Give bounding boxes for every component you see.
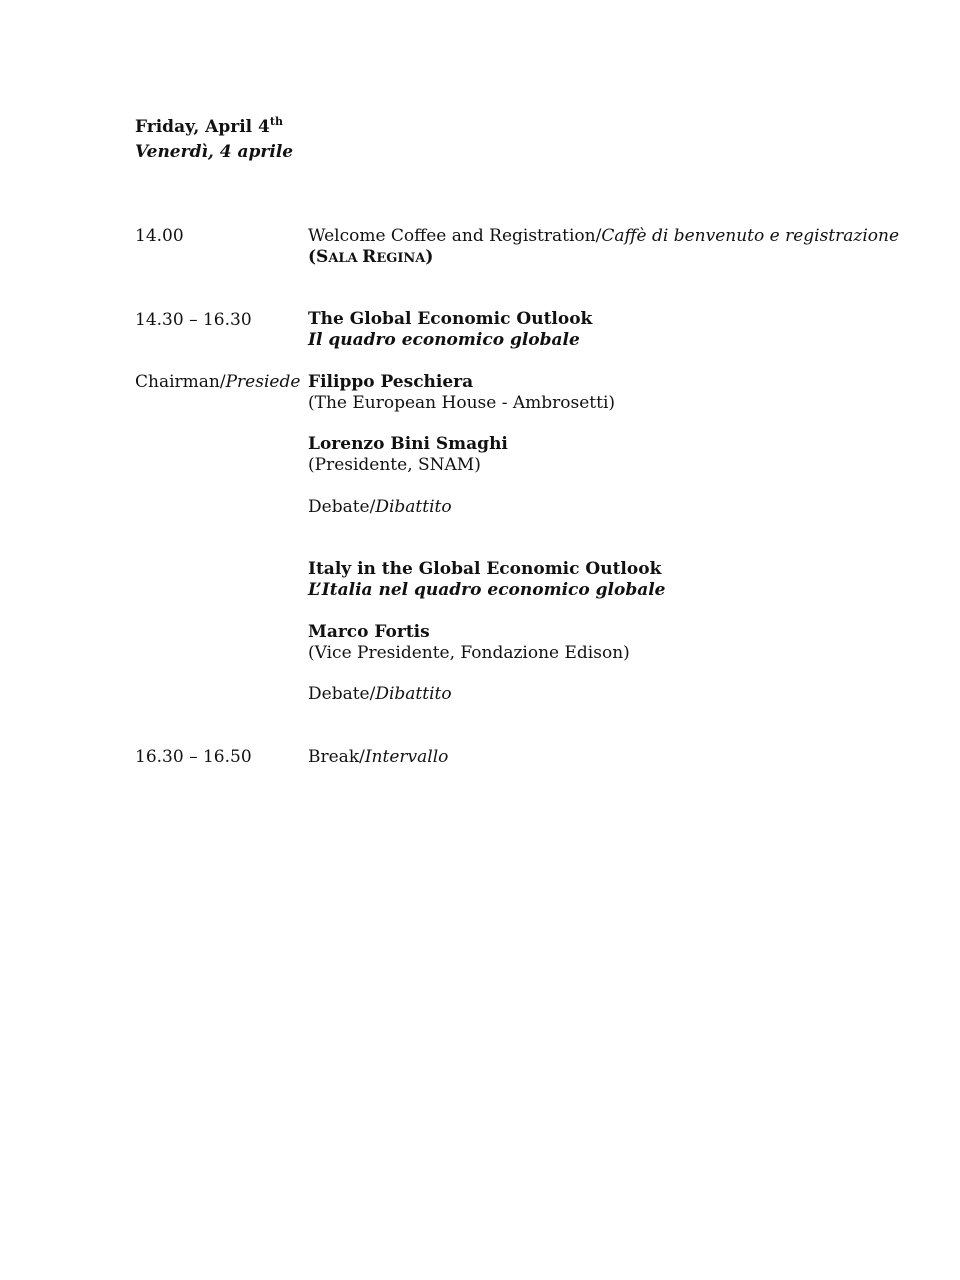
- session2-title-english: Italy in the Global Economic Outlook: [308, 559, 662, 579]
- session1-title-italian: Il quadro economico globale: [308, 330, 580, 350]
- session1-debate-english: Debate/: [308, 497, 376, 517]
- session1-title-english: The Global Economic Outlook: [308, 309, 593, 329]
- day-heading-ordinal-suffix: th: [269, 115, 283, 128]
- welcome-room-initial-s: S: [316, 247, 329, 267]
- session2-speaker-name: Marco Fortis: [308, 622, 430, 642]
- welcome-title: [308, 226, 899, 247]
- chairman-label-italian: Presiede: [225, 372, 301, 392]
- session2-debate: [308, 684, 452, 705]
- welcome-title-italian: Caffè di benvenuto e registrazione: [601, 226, 900, 246]
- chairman-name: Filippo Peschiera: [308, 372, 474, 392]
- break-label-italian: Intervallo: [364, 747, 449, 767]
- speaker-name: Lorenzo Bini Smaghi: [308, 434, 508, 454]
- welcome-room-open-paren: (: [308, 247, 317, 267]
- chairman-affiliation: (The European House - Ambrosetti): [308, 393, 616, 413]
- session1-debate-italian: Dibattito: [375, 497, 452, 517]
- break-label-english: Break/: [308, 747, 365, 767]
- session2-debate-italian: Dibattito: [375, 684, 452, 704]
- day-heading-english: [135, 117, 283, 138]
- session2-speaker-affiliation: (Vice Presidente, Fondazione Edison): [308, 643, 630, 663]
- session1-debate: [308, 497, 452, 518]
- welcome-room-regina-rest: EGINA: [376, 251, 426, 266]
- day-heading-italian: Venerdì, 4 aprile: [135, 142, 294, 162]
- session2-debate-english: Debate/: [308, 684, 376, 704]
- welcome-room-initial-r: R: [362, 247, 377, 267]
- day-heading-english-text: Friday, April 4: [135, 117, 270, 137]
- welcome-room-close-paren: ): [425, 247, 434, 267]
- break-label: [308, 747, 448, 768]
- welcome-room: [308, 247, 433, 269]
- welcome-room-sala-rest: ALA: [328, 251, 363, 266]
- speaker-affiliation: (Presidente, SNAM): [308, 455, 481, 475]
- time-slot-session1: 14.30 – 16.30: [135, 310, 252, 330]
- time-slot-welcome: 14.00: [135, 226, 184, 246]
- time-slot-break: 16.30 – 16.50: [135, 747, 252, 767]
- chairman-label-english: Chairman/: [135, 372, 226, 392]
- chairman-label: [135, 372, 300, 393]
- session2-title-italian: L’Italia nel quadro economico globale: [308, 580, 666, 600]
- welcome-title-english: Welcome Coffee and Registration/: [308, 226, 602, 246]
